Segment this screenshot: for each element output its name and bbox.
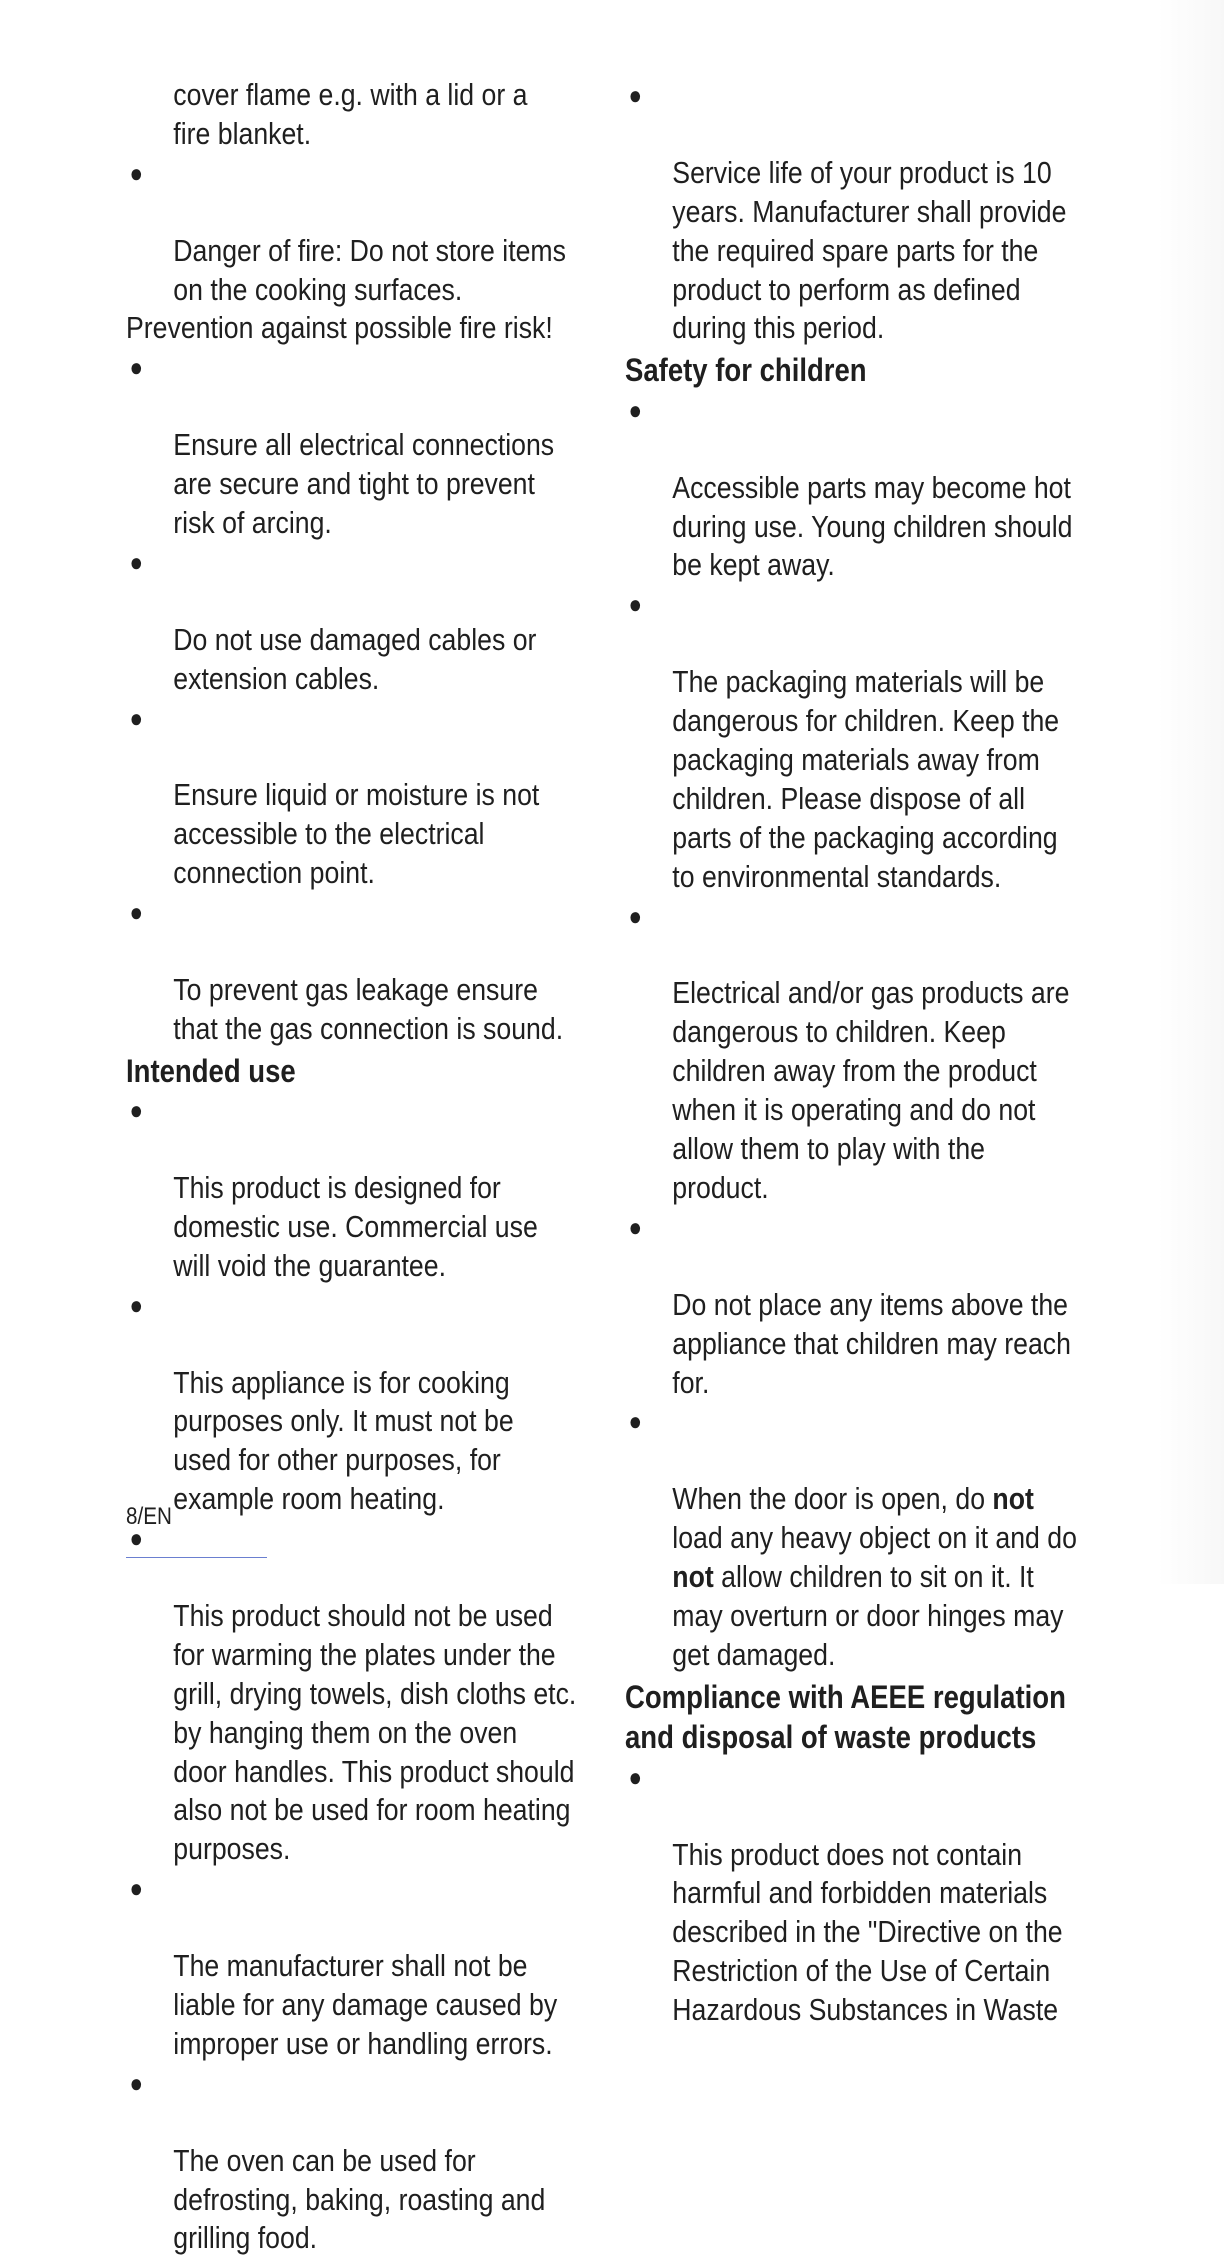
bullet-text: Ensure liquid or moisture is not accessible to the electrical connection point. (173, 777, 540, 891)
bullet-item-cables (126, 543, 597, 699)
bullet-item-hot-parts (625, 391, 1096, 586)
page-number: 8/EN (126, 1503, 172, 1530)
bullet-text: Electrical and/or gas products are dangerous to children. Keep children away from the product when it is operating and do not allow them to play with the product. (672, 975, 1070, 1205)
bullet-text: The packaging materials will be dangerous for children. Keep the packaging materials away from children. Please dispose of all parts of the packaging according to environmental standards. (672, 664, 1060, 894)
emphasis-not: not (992, 1481, 1034, 1517)
bullet-icon: ● (129, 1873, 143, 1904)
bullet-icon: ● (628, 80, 642, 110)
bullet-icon: ● (129, 546, 143, 577)
bullet-icon: ● (628, 589, 642, 620)
bullet-text: This product should not be used for warming the plates under the grill, drying towels, dish cloths etc. by hanging them on the oven door handles. This product should also not be used for room heating purposes. (173, 1597, 577, 1867)
bullet-text-part: When the door is open, do (672, 1481, 993, 1517)
bullet-item-service-life (625, 76, 1096, 348)
bullet-item-oven-use (126, 2064, 597, 2258)
bullet-icon: ● (628, 1406, 642, 1437)
bullet-icon: ● (628, 900, 642, 931)
right-column (625, 76, 1096, 2030)
bullet-text: The manufacturer shall not be liable for any damage caused by improper use or handling errors. (173, 1948, 558, 2061)
bullet-icon: ● (129, 1289, 143, 1320)
bullet-text: Do not place any items above the appliance that children may reach for. (672, 1286, 1071, 1400)
prevention-line: Prevention against possible fire risk! (126, 310, 553, 346)
emphasis-not: not (672, 1559, 714, 1595)
bullet-text-part: allow children to sit on it. It may overturn or door hinges may get damaged. (672, 1559, 1064, 1672)
bullet-item-warming (126, 1519, 597, 1869)
bullet-icon: ● (129, 897, 143, 928)
continuation-text: cover flame e.g. with a lid or a fire blanket. (173, 77, 528, 151)
bullet-icon: ● (129, 702, 143, 733)
heading-compliance: Compliance with AEEE regulation and disposal of waste products (625, 1678, 1066, 1756)
heading-intended-use: Intended use (126, 1052, 296, 1089)
bullet-item-electrical (126, 348, 597, 543)
bullet-icon: ● (129, 1523, 143, 1554)
bullet-text: Do not use damaged cables or extension cables. (173, 621, 537, 696)
bullet-text: This product is designed for domestic use. Commercial use will void the guarantee. (173, 1169, 538, 1283)
bullet-item-liability (126, 1869, 597, 2064)
bullet-item-aeee (625, 1758, 1096, 2030)
bullet-item-domestic (126, 1091, 597, 1286)
left-column (126, 76, 597, 2258)
bullet-icon: ● (628, 1211, 642, 1242)
bullet-text: Danger of fire: Do not store items on the cooking surfaces. (173, 232, 566, 307)
bullet-item-moisture (126, 699, 597, 894)
heading-safety-children: Safety for children (625, 352, 867, 389)
page-edge-shade (1158, 0, 1224, 1584)
bullet-icon: ● (628, 1761, 642, 1792)
bullet-icon: ● (129, 2067, 143, 2098)
bullet-item-items-above (625, 1208, 1096, 1403)
bullet-icon: ● (129, 1095, 143, 1126)
bullet-icon: ● (129, 157, 143, 188)
bullet-text-part: load any heavy object on it and do (672, 1520, 1077, 1556)
bullet-text: This appliance is for cooking purposes only. It must not be used for other purposes, for example room heating. (173, 1364, 514, 1517)
bullet-text: The oven can be used for defrosting, baking, roasting and grilling food. (173, 2142, 546, 2256)
bullet-text: Accessible parts may become hot during use. Young children should be kept away. (672, 469, 1073, 583)
bullet-item-electrical-gas (625, 897, 1096, 1208)
bullet-text: Service life of your product is 10 years. Manufacturer shall provide the required spare parts for the product to perform as defined during this period. (672, 154, 1067, 346)
bullet-icon: ● (129, 352, 143, 383)
bullet-text: To prevent gas leakage ensure that the gas connection is sound. (173, 971, 564, 1046)
bullet-item-door-open (625, 1402, 1096, 1674)
bullet-text: This product does not contain harmful and forbidden materials described in the "Directive on the Restriction of the Use of Certain Hazardous Substances in Waste (672, 1836, 1063, 2028)
bullet-item-cooking-only (126, 1286, 597, 1519)
footer-divider (126, 1557, 267, 1558)
bullet-text: Ensure all electrical connections are secure and tight to prevent risk of arcing. (173, 427, 555, 540)
bullet-icon: ● (628, 394, 642, 425)
bullet-item-gas (126, 893, 597, 1049)
bullet-item-packaging (625, 585, 1096, 896)
bullet-item-fire-storage (126, 154, 597, 310)
